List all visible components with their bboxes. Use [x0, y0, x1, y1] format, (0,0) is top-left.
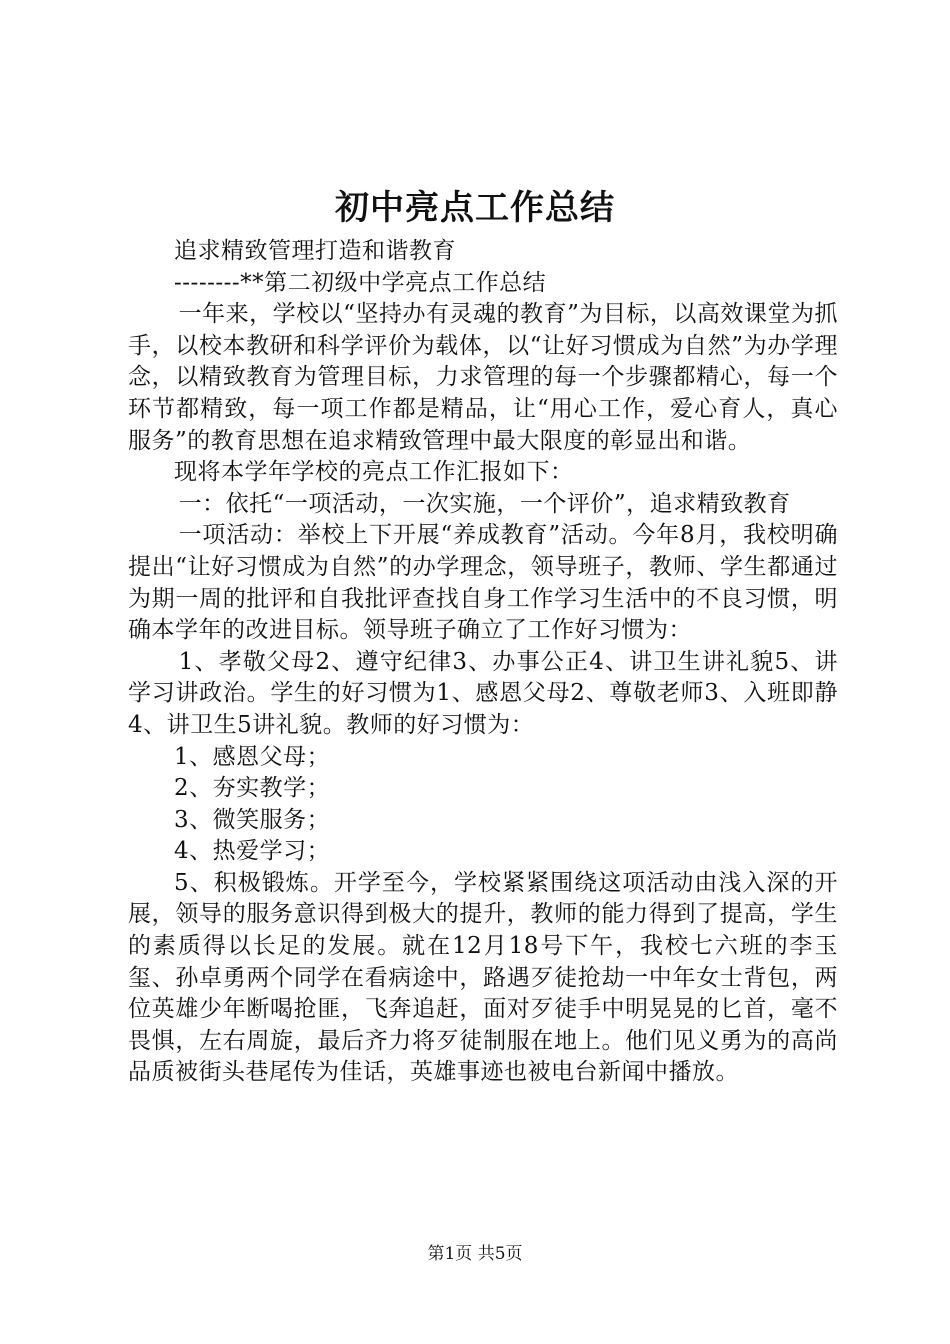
subtitle-line: 追求精致管理打造和谐教育	[174, 238, 456, 264]
list-item: 3、微笑服务；	[174, 806, 331, 833]
subtitle-school-line: --------**第二初级中学亮点工作总结	[174, 269, 547, 296]
document-body	[128, 236, 838, 1089]
list-item: 1、感恩父母；	[174, 743, 331, 770]
list-item: 4、热爱学习；	[174, 838, 331, 865]
paragraph-section-one: 一：依托“一项活动，一次实施，一个评价”，追求精致教育	[178, 490, 791, 517]
paragraph-intro: 一年来，学校以“坚持办有灵魂的教育”为目标，以高效课堂为抓手，以校本教研和科学评价为载体，以“让好习惯成为自然”为办学理念，以精致教育为管理目标，力求管理的每一个步骤都精心，每一个环节都精致，每一项工作都是精品，让“用心工作，爱心育人，真心服务”的教育思想在追求精致管理中最大限度的彰显出和谐。	[128, 301, 838, 454]
paragraph-exercise: 5、积极锻炼。开学至今，学校紧紧围绕这项活动由浅入深的开展，领导的服务意识得到极大的提升，教师的能力得到了提高，学生的素质得以长足的发展。就在12月18号下午，我校七六班的李玉玺、孙卓勇两个同学在看病途中，路遇歹徒抢劫一中年女士背包，两位英雄少年断喝抢匪，飞奔追赶，面对歹徒手中明晃晃的匕首，毫不畏惧，左右周旋，最后齐力将歹徒制服在地上。他们见义勇为的高尚品质被街头巷尾传为佳话，英雄事迹也被电台新闻中播放。	[128, 869, 838, 1086]
document-title: 初中亮点工作总结	[335, 188, 615, 228]
paragraph-habits: 1、孝敬父母2、遵守纪律3、办事公正4、讲卫生讲礼貌5、讲学习讲政治。学生的好习惯为1、感恩父母2、尊敬老师3、入班即静4、讲卫生5讲礼貌。教师的好习惯为：	[128, 648, 838, 738]
paragraph-report: 现将本学年学校的亮点工作汇报如下：	[174, 459, 574, 486]
list-item: 2、夯实教学；	[174, 775, 331, 802]
paragraph-activity: 一项活动：举校上下开展“养成教育”活动。今年8月，我校明确提出“让好习惯成为自然”的办学理念，领导班子，教师、学生都通过为期一周的批评和自我批评查找自身工作学习生活中的不良习惯，明确本学年的改进目标。领导班子确立了工作好习惯为：	[128, 522, 838, 644]
page-number-footer: 第1页 共5页	[427, 1244, 523, 1264]
